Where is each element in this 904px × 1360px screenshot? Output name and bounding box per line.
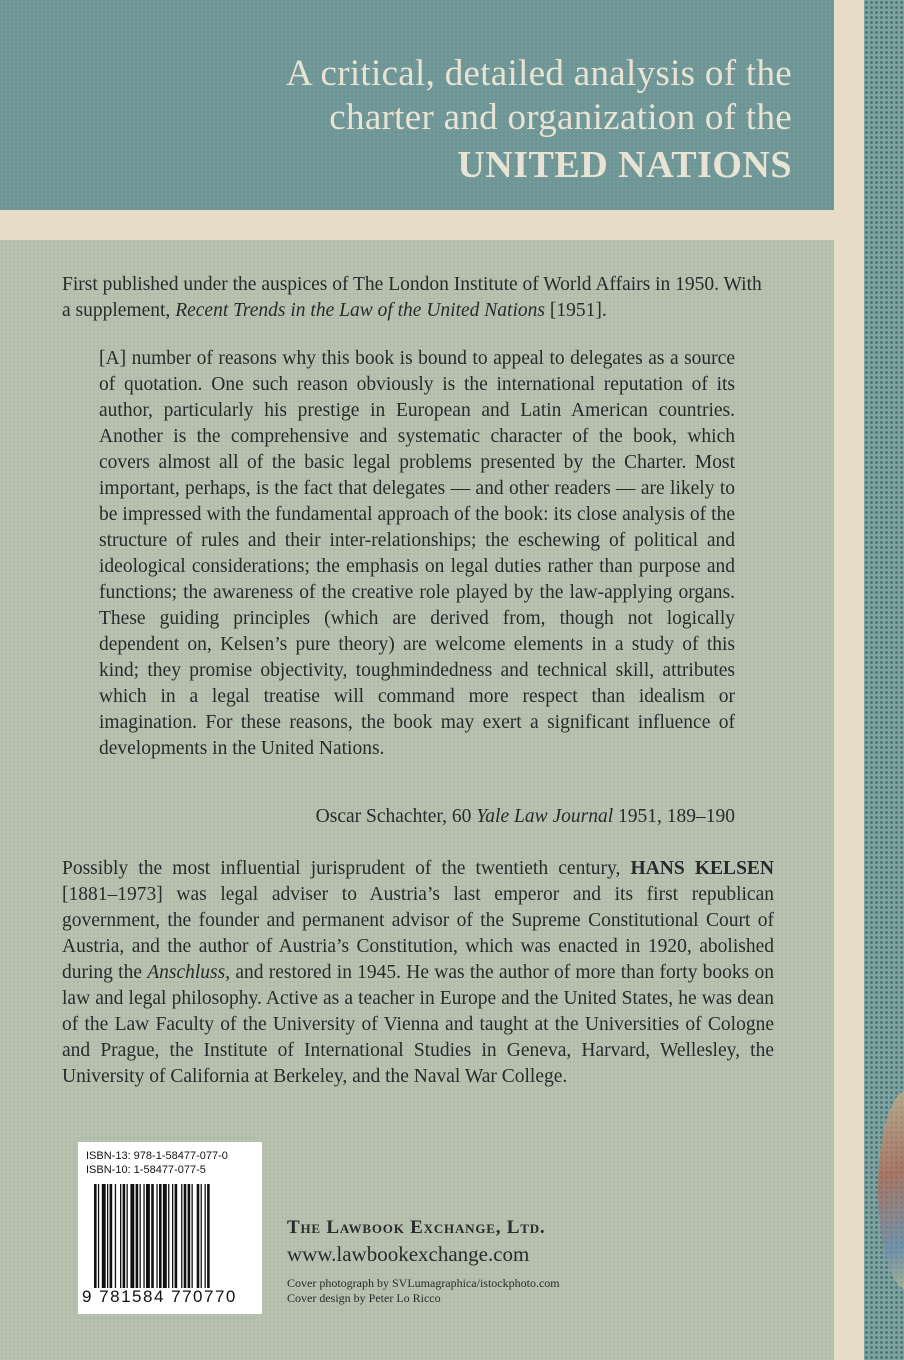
barcode-bar	[98, 1184, 99, 1288]
intro-text-2: [1951].	[549, 300, 607, 321]
photo-credit: Cover photograph by SVLumagraphica/istockphoto.com	[287, 1276, 560, 1290]
bio-anschluss: Anschluss	[147, 962, 226, 983]
barcode-bar	[181, 1184, 182, 1288]
bio-author-name: HANS KELSEN	[630, 858, 774, 879]
barcode-bar	[136, 1184, 139, 1288]
barcode-bar	[197, 1184, 200, 1288]
barcode-bar	[107, 1184, 108, 1288]
barcode-bar	[184, 1184, 187, 1288]
design-credit: Cover design by Peter Lo Ricco	[287, 1291, 441, 1305]
attribution-author: Oscar Schachter, 60	[315, 806, 472, 827]
barcode-bar	[192, 1184, 193, 1288]
barcode-bar	[127, 1184, 128, 1288]
publisher-block	[287, 1216, 707, 1306]
bio-text-1: Possibly the most influential jurisprudent of the twentieth century,	[62, 858, 621, 879]
barcode-bar	[146, 1184, 150, 1288]
barcode-bar	[102, 1184, 106, 1288]
author-bio	[62, 856, 774, 1090]
bio-text-3: , and restored in 1945. He was the author of more than forty books on law and legal philosophy. Active as a teacher in Europe and the United States, he was dean of the Law Faculty of the University of Vienna and taught at the Universities of Cologne and Prague, the Institute of International Studies in Geneva, Harvard, Wellesley, the University of California at Berkeley, and the Naval War College.	[62, 962, 775, 1087]
barcode-bar	[151, 1184, 154, 1288]
barcode-bar	[159, 1184, 162, 1288]
barcode-bar	[201, 1184, 202, 1288]
barcode-bar	[172, 1184, 173, 1288]
barcode-bar	[188, 1184, 191, 1288]
publisher-name: The Lawbook Exchange, Ltd.	[287, 1217, 546, 1238]
headline-band	[0, 0, 834, 210]
publisher-url[interactable]: www.lawbookexchange.com	[287, 1242, 530, 1266]
headline-line-1: A critical, detailed analysis of the	[285, 53, 792, 94]
intro-paragraph	[62, 272, 774, 324]
isbn-13: ISBN-13: 978-1-58477-077-0	[86, 1150, 228, 1162]
headline	[286, 52, 792, 187]
barcode-bar	[115, 1184, 116, 1288]
barcode-number: 9 781584 770770	[82, 1287, 237, 1306]
barcode-bar	[130, 1184, 134, 1288]
attribution-journal: Yale Law Journal	[476, 806, 614, 827]
barcode-bar	[207, 1184, 210, 1288]
barcode-bar	[120, 1184, 121, 1288]
quote-attribution	[99, 804, 735, 830]
bio-text-2: [1881–1973] was legal adviser to Austria’s last emperor and its first republican government, the founder and permanent advisor of the Supreme Constitutional Court of Austria, and the author of Austria’s Constitution, which was enacted in 1920, abolished during the	[62, 884, 774, 983]
headline-united-nations: UNITED NATIONS	[457, 144, 792, 186]
barcode-bar	[94, 1184, 97, 1288]
barcode-bar	[110, 1184, 113, 1288]
barcode-bar	[205, 1184, 206, 1288]
barcode-box	[78, 1142, 262, 1314]
attribution-pages: 1951, 189–190	[618, 806, 735, 827]
credits	[287, 1276, 707, 1306]
barcode-bar	[163, 1184, 167, 1288]
barcode-bar	[140, 1184, 141, 1288]
isbn-10: ISBN-10: 1-58477-077-5	[86, 1164, 206, 1176]
barcode-bar	[168, 1184, 169, 1288]
barcode-bar	[156, 1184, 157, 1288]
intro-text-1: First published under the auspices of The London Institute of World Affairs in 1950. With a supplement,	[62, 274, 762, 321]
headline-line-2: charter and organization of the	[329, 97, 792, 138]
barcode-bar	[123, 1184, 126, 1288]
review-quote: [A] number of reasons why this book is bound to appeal to delegates as a source of quotation. One such reason obviously is the international reputation of its author, particularly his prestige in European and Latin American countries. Another is the comprehensive and systematic character of the book, which covers almost all of the basic legal problems presented by the Charter. Most important, perhaps, is the fact that delegates — and other readers — are likely to be impressed with the fundamental approach of the book: its close analysis of the structure of rules and their inter-relationships; the eschewing of political and ideological considerations; the emphasis on legal duties rather than purpose and functions; the awareness of the creative role played by the law-applying organs. These guiding principles (which are derived from, though not logically dependent on, Kelsen’s pure theory) are welcome elements in a study of this kind; they promise objectivity, toughmindedness and technical skill, attributes which in a legal treatise will command more respect than idealism or imagination. For these reasons, the book may exert a significant influence of developments in the United Nations.	[99, 348, 735, 759]
barcode-bar	[143, 1184, 144, 1288]
intro-supplement-title: Recent Trends in the Law of the United Nations	[175, 300, 545, 321]
barcode-bars	[94, 1184, 246, 1288]
barcode-bar	[175, 1184, 178, 1288]
